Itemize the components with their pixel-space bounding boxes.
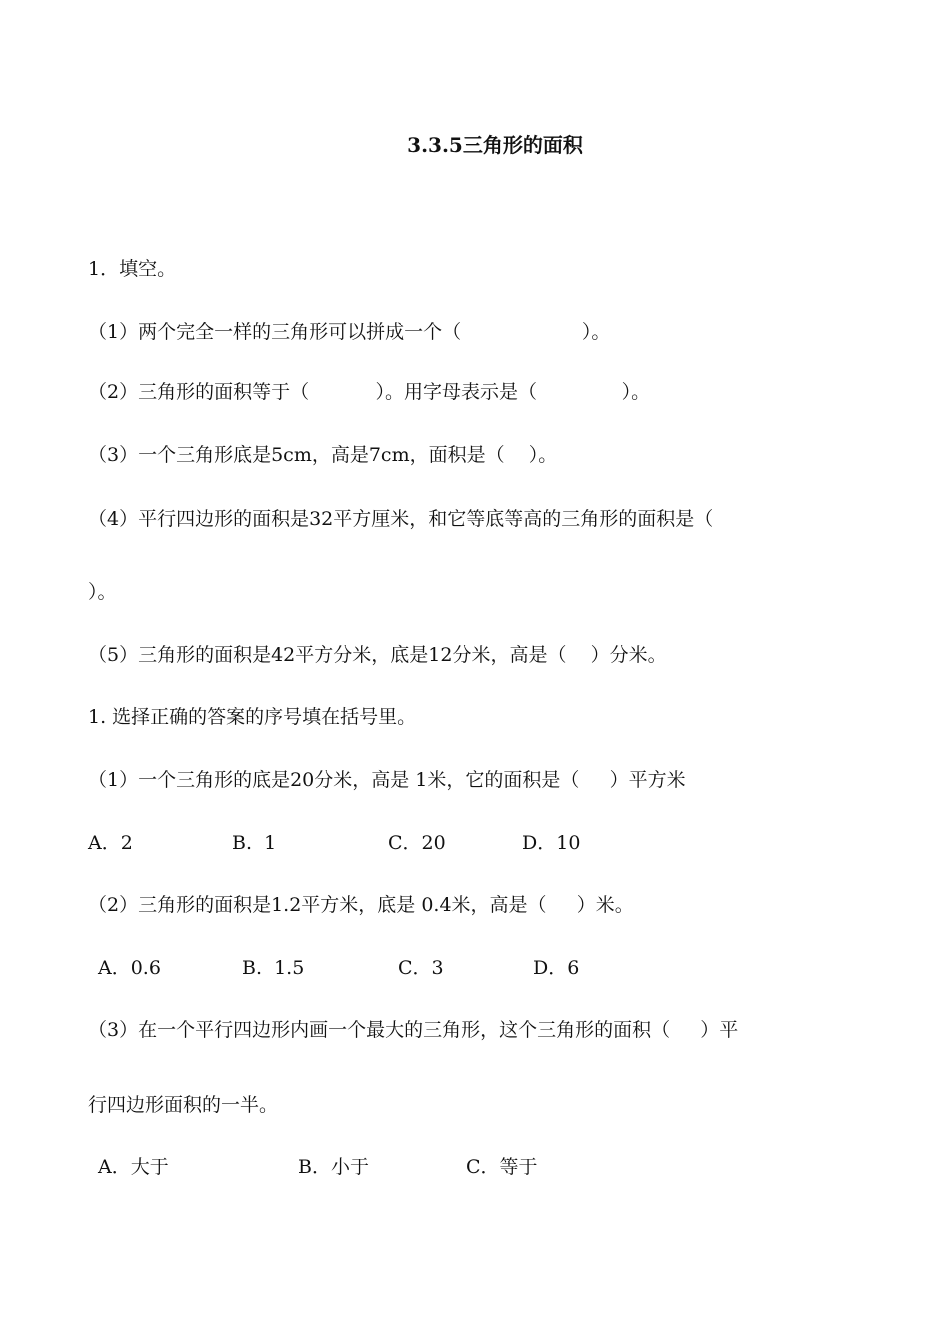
fill-item-5: （5）三角形的面积是42平方分米，底是12分米，高是（ ）分米。 xyxy=(88,644,667,666)
choice-q1: （1）一个三角形的底是20分米，高是 1米，它的面积是（ ）平方米 xyxy=(88,769,686,791)
q2-option-d: D．6 xyxy=(533,957,580,979)
q2-option-a: A．0.6 xyxy=(98,957,161,979)
fill-item-4-cont: ）。 xyxy=(88,581,117,603)
q2-option-c: C．3 xyxy=(398,957,444,979)
section1-heading: 1．填空。 xyxy=(88,258,177,280)
q1-option-a: A．2 xyxy=(88,832,133,854)
choice-q2: （2）三角形的面积是1.2平方米，底是 0.4米，高是（ ）米。 xyxy=(88,894,634,916)
fill-item-1: （1）两个完全一样的三角形可以拼成一个（ ）。 xyxy=(88,321,611,343)
q1-option-d: D．10 xyxy=(522,832,581,854)
q1-option-c: C．20 xyxy=(388,832,446,854)
q1-option-b: B. 1 xyxy=(232,832,277,854)
fill-item-4: （4）平行四边形的面积是32平方厘米，和它等底等高的三角形的面积是（ xyxy=(88,508,714,530)
fill-item-3: （3）一个三角形底是5cm，高是7cm，面积是（ ）。 xyxy=(88,444,558,466)
q3-option-c: C．等于 xyxy=(466,1156,538,1178)
choice-q3-cont: 行四边形面积的一半。 xyxy=(88,1094,279,1116)
fill-item-2: （2）三角形的面积等于（ ）。用字母表示是（ ）。 xyxy=(88,381,651,403)
page-title: 3.3.5三角形的面积 xyxy=(407,133,583,157)
section2-heading: 1. 选择正确的答案的序号填在括号里。 xyxy=(88,706,417,728)
choice-q3: （3）在一个平行四边形内画一个最大的三角形，这个三角形的面积（ ）平 xyxy=(88,1019,739,1041)
q3-option-a: A．大于 xyxy=(98,1156,169,1178)
q3-option-b: B．小于 xyxy=(298,1156,369,1178)
q2-option-b: B. 1.5 xyxy=(242,957,305,979)
